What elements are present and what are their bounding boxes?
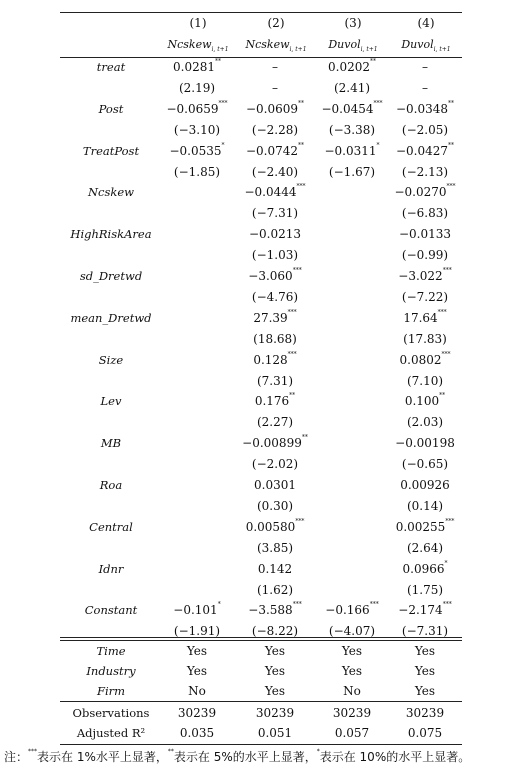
t-stat-cell — [386, 541, 464, 555]
t-stat-cell — [386, 415, 464, 429]
coef-cell — [386, 144, 464, 158]
coef-cell — [236, 394, 314, 408]
t-stat-cell — [236, 415, 314, 429]
t-stat-cell — [236, 332, 314, 346]
t-stat-cell — [236, 81, 314, 95]
dependent-variable-4 — [386, 38, 466, 53]
note-text-5pct: 表示在 5%的水平上显著， — [173, 750, 317, 764]
coef-cell — [236, 562, 314, 576]
stat-cell — [236, 706, 314, 720]
cell-value: −0.0659 — [166, 102, 219, 116]
variable-label: mean_Dretwd — [70, 311, 152, 325]
cell-value: (2.64) — [406, 541, 444, 555]
variable-label: Post — [98, 102, 124, 116]
cell-value: – — [422, 81, 428, 95]
t-stat-cell — [236, 499, 314, 513]
control-cell — [386, 664, 464, 678]
header-rule — [60, 57, 462, 58]
t-stat-cell — [313, 624, 391, 638]
cell-value: −0.0133 — [398, 227, 452, 241]
cell-value: (0.30) — [256, 499, 294, 513]
cell-value: 0.075 — [407, 726, 443, 740]
control-label: Time — [96, 644, 126, 658]
dependent-variable-2 — [236, 38, 316, 53]
significance-stars: *** — [369, 601, 379, 608]
note-star-2: ** — [167, 748, 174, 755]
controls-rule-lower — [60, 640, 462, 641]
cell-value: 0.100 — [404, 394, 440, 408]
coef-cell — [236, 102, 314, 116]
cell-value: (−0.99) — [401, 248, 449, 262]
variable-label: TreatPost — [82, 144, 140, 158]
cell-value: 30239 — [255, 706, 295, 720]
coef-cell — [236, 603, 314, 617]
note-prefix: 注： — [4, 750, 29, 764]
cell-value: −0.0742 — [245, 144, 299, 158]
cell-value: (−1.67) — [328, 165, 376, 179]
coef-cell — [386, 60, 464, 74]
cell-value: 0.128 — [253, 353, 288, 367]
cell-value: (1.62) — [256, 583, 294, 597]
cell-value: (−7.31) — [401, 624, 449, 638]
control-cell — [236, 684, 314, 698]
dv-subscript: i, t+1 — [360, 46, 378, 54]
coef-cell — [313, 60, 391, 74]
coef-cell — [236, 269, 314, 283]
cell-value: Yes — [186, 664, 208, 678]
significance-stars: ** — [298, 142, 305, 149]
variable-label: Size — [98, 353, 124, 367]
t-stat-cell — [386, 583, 464, 597]
cell-value: (2.41) — [333, 81, 371, 95]
stat-cell — [236, 726, 314, 740]
control-cell — [313, 664, 391, 678]
coef-cell — [386, 520, 464, 534]
cell-value: 0.0802 — [399, 353, 442, 367]
t-stat-cell — [386, 206, 464, 220]
coef-cell — [313, 102, 391, 116]
stat-cell — [313, 726, 391, 740]
t-stat-cell — [158, 123, 236, 137]
cell-value: −0.0348 — [395, 102, 449, 116]
dv-subscript: i, t+1 — [211, 46, 229, 54]
cell-value: (7.10) — [406, 374, 444, 388]
cell-value: (−3.10) — [173, 123, 221, 137]
note-star-3: *** — [28, 748, 38, 755]
control-cell — [313, 684, 391, 698]
cell-value: 0.0301 — [254, 478, 296, 492]
significance-stars: ** — [448, 100, 455, 107]
coef-cell — [158, 102, 236, 116]
cell-value: Yes — [341, 644, 363, 658]
cell-value: (−2.13) — [401, 165, 449, 179]
coef-cell — [386, 185, 464, 199]
significance-stars: *** — [446, 183, 456, 190]
dv-subscript: i, t+1 — [433, 46, 451, 54]
significance-stars: ** — [448, 142, 455, 149]
col-number-2: (2) — [267, 16, 285, 30]
cell-value: −0.0454 — [321, 102, 374, 116]
significance-stars: *** — [373, 100, 383, 107]
coef-cell — [386, 394, 464, 408]
coef-cell — [236, 478, 314, 492]
t-stat-cell — [386, 290, 464, 304]
variable-label: treat — [96, 60, 126, 74]
cell-value: – — [422, 60, 428, 74]
cell-value: 0.035 — [179, 726, 215, 740]
note-text-10pct: 表示在 10%的水平上显著。 — [319, 750, 471, 764]
stat-cell — [386, 726, 464, 740]
control-cell — [158, 664, 236, 678]
t-stat-cell — [386, 499, 464, 513]
cell-value: −0.00899 — [242, 436, 302, 450]
stat-cell — [313, 706, 391, 720]
t-stat-cell — [236, 624, 314, 638]
significance-stars: *** — [296, 183, 306, 190]
dv-name: Duvol — [401, 38, 434, 51]
stat-label: Adjusted R² — [76, 726, 146, 740]
t-stat-cell — [386, 123, 464, 137]
significance-stars: *** — [295, 518, 305, 525]
cell-value: 0.142 — [257, 562, 293, 576]
t-stat-cell — [236, 374, 314, 388]
dv-name: Ncskew — [245, 38, 290, 51]
cell-value: −3.060 — [248, 269, 293, 283]
significance-stars: * — [444, 560, 448, 567]
cell-value: 30239 — [332, 706, 372, 720]
coef-cell — [386, 436, 464, 450]
cell-value: Yes — [414, 664, 436, 678]
t-stat-cell — [386, 81, 464, 95]
cell-value: 0.00926 — [400, 478, 450, 492]
cell-value: −0.0213 — [248, 227, 302, 241]
cell-value: −0.0427 — [395, 144, 449, 158]
t-stat-cell — [236, 457, 314, 471]
significance-stars: ** — [439, 392, 446, 399]
coef-cell — [313, 144, 391, 158]
cell-value: Yes — [341, 664, 363, 678]
stat-cell — [158, 706, 236, 720]
t-stat-cell — [158, 81, 236, 95]
t-stat-cell — [236, 165, 314, 179]
coef-cell — [386, 478, 464, 492]
cell-value: 27.39 — [253, 311, 288, 325]
cell-value: 30239 — [177, 706, 217, 720]
cell-value: 17.64 — [403, 311, 438, 325]
col-number-3: (3) — [344, 16, 362, 30]
variable-label: HighRiskArea — [70, 227, 152, 241]
cell-value: (1.75) — [406, 583, 444, 597]
cell-value: 0.0966 — [402, 562, 445, 576]
cell-value: – — [272, 60, 278, 74]
variable-label: Central — [89, 520, 133, 534]
control-cell — [158, 684, 236, 698]
t-stat-cell — [236, 206, 314, 220]
t-stat-cell — [236, 290, 314, 304]
control-cell — [158, 644, 236, 658]
cell-value: −0.0311 — [324, 144, 377, 158]
stat-cell — [158, 726, 236, 740]
t-stat-cell — [236, 541, 314, 555]
coef-cell — [386, 562, 464, 576]
cell-value: (−2.02) — [251, 457, 299, 471]
cell-value: −0.0609 — [245, 102, 299, 116]
t-stat-cell — [386, 332, 464, 346]
coef-cell — [158, 603, 236, 617]
cell-value: (2.19) — [178, 81, 216, 95]
cell-value: −0.166 — [325, 603, 370, 617]
control-label: Firm — [96, 684, 126, 698]
cell-value: (−7.31) — [251, 206, 299, 220]
coef-cell — [313, 603, 391, 617]
t-stat-cell — [236, 123, 314, 137]
cell-value: (17.83) — [403, 332, 447, 346]
cell-value: (−2.28) — [251, 123, 299, 137]
coef-cell — [236, 520, 314, 534]
t-stat-cell — [386, 374, 464, 388]
significance-stars: ** — [301, 434, 308, 441]
cell-value: 30239 — [405, 706, 445, 720]
significance-stars: ** — [289, 392, 296, 399]
variable-label: Constant — [84, 603, 138, 617]
cell-value: Yes — [186, 644, 208, 658]
variable-label: Lev — [100, 394, 122, 408]
cell-value: Yes — [414, 684, 436, 698]
col-number-1: (1) — [189, 16, 207, 30]
cell-value: (7.31) — [256, 374, 294, 388]
coef-cell — [158, 60, 236, 74]
cell-value: (−2.40) — [251, 165, 299, 179]
cell-value: – — [272, 81, 278, 95]
cell-value: No — [188, 684, 206, 698]
significance-stars: *** — [292, 267, 302, 274]
dv-subscript: i, t+1 — [289, 46, 307, 54]
cell-value: 0.0281 — [173, 60, 215, 74]
cell-value: (−1.85) — [173, 165, 221, 179]
cell-value: −0.101 — [173, 603, 218, 617]
cell-value: Yes — [264, 664, 286, 678]
cell-value: No — [343, 684, 361, 698]
t-stat-cell — [158, 624, 236, 638]
significance-stars: ** — [370, 58, 376, 65]
cell-value: −0.0444 — [244, 185, 297, 199]
t-stat-cell — [236, 248, 314, 262]
stat-label: Observations — [72, 706, 150, 720]
coef-cell — [236, 311, 314, 325]
coef-cell — [236, 227, 314, 241]
cell-value: (−2.05) — [401, 123, 449, 137]
coef-cell — [386, 269, 464, 283]
t-stat-cell — [313, 123, 391, 137]
cell-value: (−6.83) — [401, 206, 449, 220]
t-stat-cell — [386, 165, 464, 179]
significance-stars: *** — [442, 601, 452, 608]
coef-cell — [386, 227, 464, 241]
control-cell — [236, 664, 314, 678]
significance-stars: *** — [441, 351, 451, 358]
variable-label: MB — [100, 436, 122, 450]
col-number-4: (4) — [417, 16, 435, 30]
t-stat-cell — [386, 457, 464, 471]
coef-cell — [236, 144, 314, 158]
cell-value: (−1.91) — [173, 624, 221, 638]
dv-name: Ncskew — [167, 38, 212, 51]
variable-label: Ncskew — [87, 185, 135, 199]
t-stat-cell — [313, 165, 391, 179]
control-cell — [313, 644, 391, 658]
cell-value: (2.03) — [406, 415, 444, 429]
top-rule — [60, 12, 462, 13]
cell-value: 0.0202 — [328, 60, 370, 74]
cell-value: 0.00255 — [395, 520, 446, 534]
coef-cell — [386, 102, 464, 116]
cell-value: −3.588 — [248, 603, 293, 617]
cell-value: (−4.07) — [328, 624, 376, 638]
significance-stars: * — [221, 142, 225, 149]
control-cell — [236, 644, 314, 658]
note-star-1: * — [316, 748, 320, 755]
cell-value: (−3.38) — [328, 123, 376, 137]
coef-cell — [236, 353, 314, 367]
cell-value: −2.174 — [398, 603, 443, 617]
significance-stars: *** — [445, 518, 455, 525]
significance-stars: *** — [292, 601, 302, 608]
cell-value: 0.00580 — [245, 520, 296, 534]
stat-cell — [386, 706, 464, 720]
table-note — [4, 748, 470, 765]
cell-value: (0.14) — [406, 499, 444, 513]
t-stat-cell — [236, 583, 314, 597]
cell-value: (−8.22) — [251, 624, 299, 638]
cell-value: (−0.65) — [401, 457, 449, 471]
coef-cell — [386, 311, 464, 325]
significance-stars: *** — [287, 351, 297, 358]
stats-rule — [60, 701, 462, 702]
cell-value: (−7.22) — [401, 290, 449, 304]
cell-value: (−1.03) — [251, 248, 299, 262]
cell-value: 0.176 — [254, 394, 290, 408]
cell-value: −0.0270 — [394, 185, 447, 199]
cell-value: Yes — [264, 644, 286, 658]
cell-value: Yes — [414, 644, 436, 658]
significance-stars: *** — [437, 309, 447, 316]
coef-cell — [158, 144, 236, 158]
significance-stars: *** — [287, 309, 297, 316]
dependent-variable-3 — [313, 38, 393, 53]
coef-cell — [236, 60, 314, 74]
t-stat-cell — [158, 165, 236, 179]
coef-cell — [236, 436, 314, 450]
cell-value: (−4.76) — [251, 290, 299, 304]
bottom-rule — [60, 744, 462, 745]
significance-stars: ** — [298, 100, 305, 107]
cell-value: 0.057 — [334, 726, 370, 740]
significance-stars: ** — [215, 58, 221, 65]
cell-value: (3.85) — [256, 541, 294, 555]
note-text-1pct: 表示在 1%水平上显著， — [37, 750, 168, 764]
t-stat-cell — [386, 248, 464, 262]
cell-value: −0.00198 — [395, 436, 455, 450]
controls-rule-upper — [60, 637, 462, 638]
control-cell — [386, 684, 464, 698]
control-label: Industry — [86, 664, 136, 678]
variable-label: Roa — [99, 478, 123, 492]
coef-cell — [386, 353, 464, 367]
dependent-variable-1 — [158, 38, 238, 53]
cell-value: −0.0535 — [169, 144, 222, 158]
cell-value: Yes — [264, 684, 286, 698]
cell-value: (2.27) — [256, 415, 294, 429]
control-cell — [386, 644, 464, 658]
significance-stars: * — [376, 142, 380, 149]
variable-label: sd_Dretwd — [79, 269, 143, 283]
significance-stars: *** — [218, 100, 228, 107]
t-stat-cell — [313, 81, 391, 95]
significance-stars: * — [217, 601, 221, 608]
coef-cell — [386, 603, 464, 617]
cell-value: 0.051 — [257, 726, 293, 740]
significance-stars: *** — [442, 267, 452, 274]
dv-name: Duvol — [328, 38, 361, 51]
cell-value: −3.022 — [398, 269, 443, 283]
t-stat-cell — [386, 624, 464, 638]
coef-cell — [236, 185, 314, 199]
cell-value: (18.68) — [253, 332, 297, 346]
variable-label: Idnr — [98, 562, 124, 576]
